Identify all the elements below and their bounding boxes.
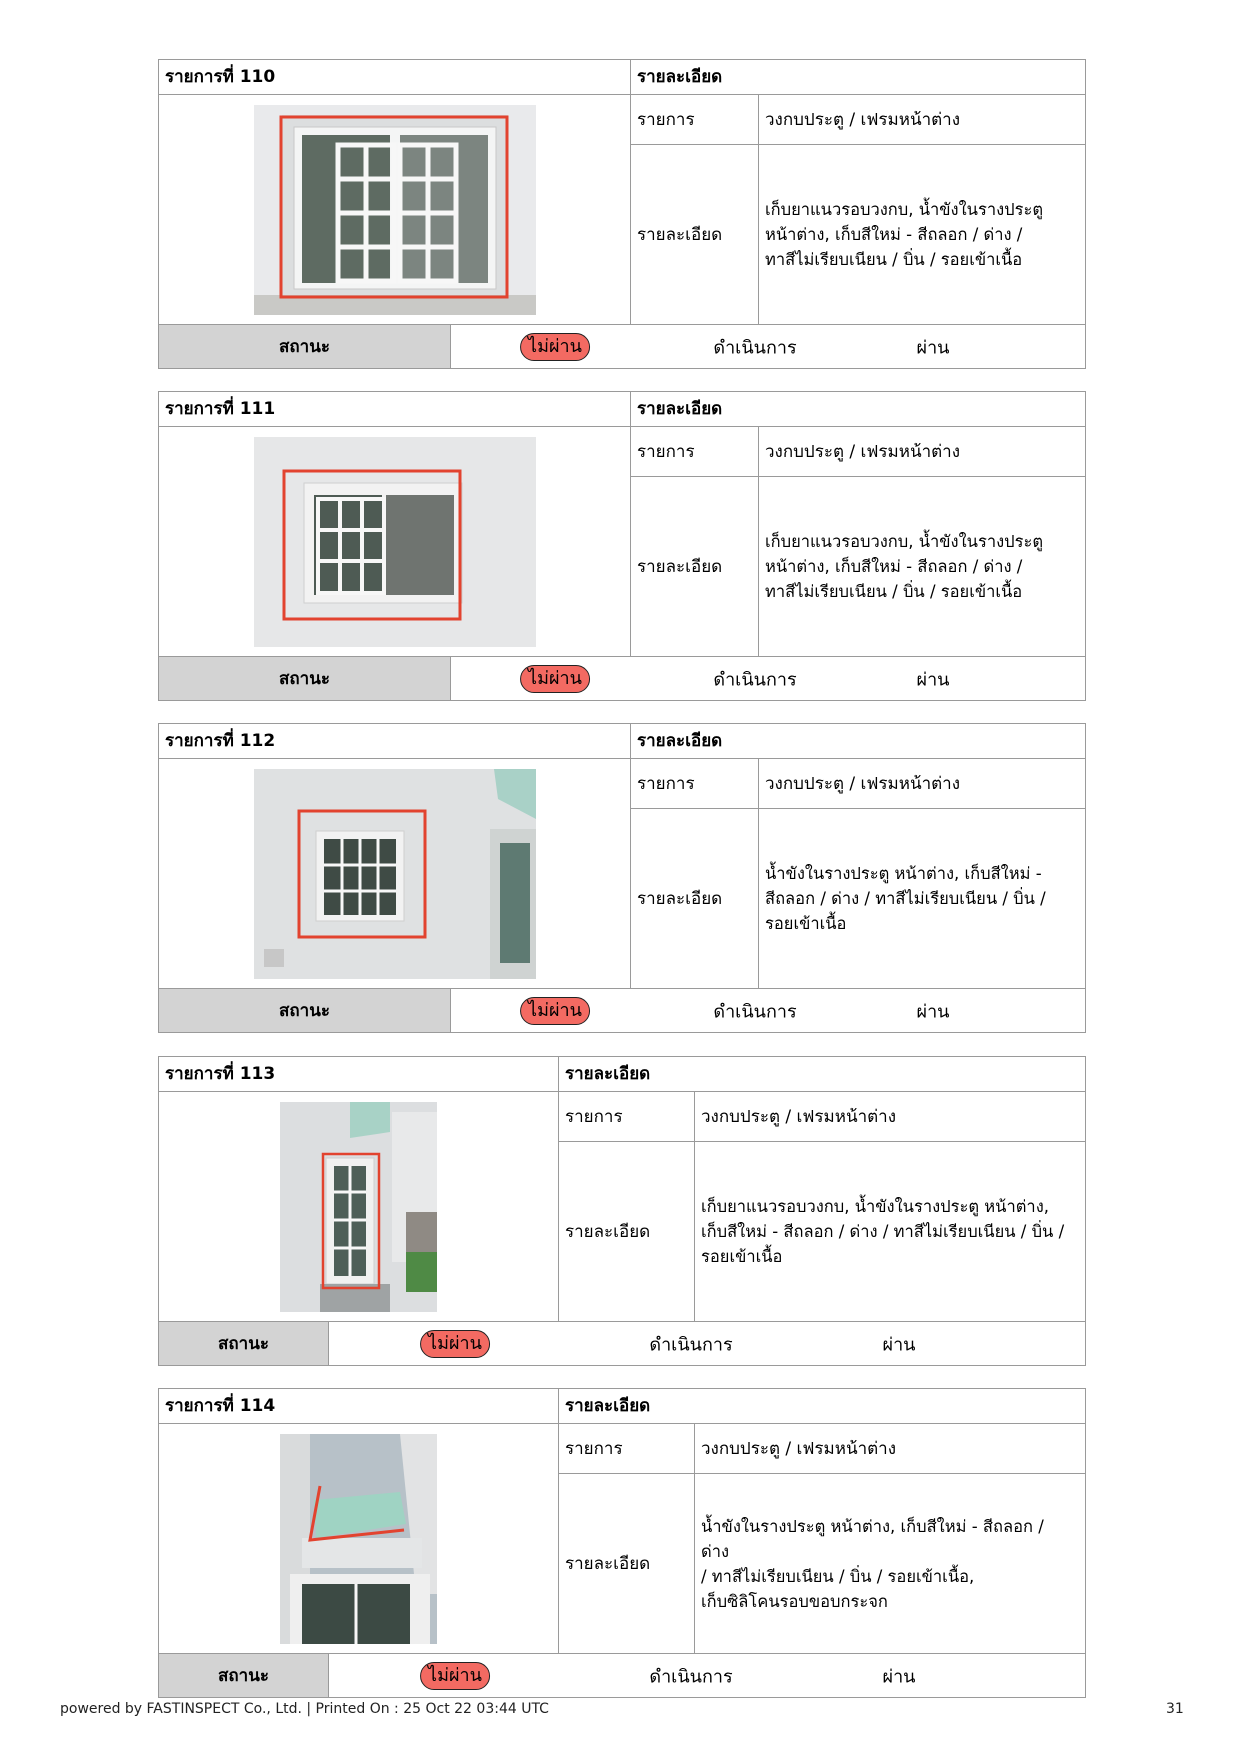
item-label: รายการ	[631, 759, 759, 808]
status-fail-option[interactable]: ไม่ผ่าน	[520, 665, 590, 693]
status-fail-option[interactable]: ไม่ผ่าน	[520, 997, 590, 1025]
detail-text	[759, 145, 1085, 324]
status-label: สถานะ	[159, 325, 451, 368]
status-in-progress-option[interactable]: ดำเนินการ	[713, 669, 797, 690]
item-value: วงกบประตู / เฟรมหน้าต่าง	[765, 774, 961, 794]
detail-line: รอยเข้าเนื้อ	[765, 914, 847, 933]
status-fail-option[interactable]: ไม่ผ่าน	[420, 1662, 490, 1690]
photo-cell	[159, 95, 631, 324]
item-value: วงกบประตู / เฟรมหน้าต่าง	[701, 1439, 897, 1459]
detail-label: รายละเอียด	[559, 1142, 695, 1321]
detail-label: รายละเอียด	[631, 477, 759, 656]
status-fail-option[interactable]: ไม่ผ่าน	[420, 1330, 490, 1358]
status-options	[329, 1654, 1085, 1697]
detail-header: รายละเอียด	[637, 731, 723, 751]
item-label: รายการ	[631, 95, 759, 144]
status-in-progress-option[interactable]: ดำเนินการ	[649, 1666, 733, 1687]
status-in-progress-option[interactable]: ดำเนินการ	[649, 1334, 733, 1355]
inspection-item-113	[158, 1056, 1086, 1366]
status-pass-option[interactable]: ผ่าน	[882, 1666, 916, 1687]
item-label: รายการ	[559, 1092, 695, 1141]
detail-label: รายละเอียด	[559, 1474, 695, 1653]
photo-cell	[159, 759, 631, 988]
detail-cell	[559, 1092, 1085, 1321]
item-title: รายการที่ 113	[159, 1057, 559, 1091]
status-pass-option[interactable]: ผ่าน	[916, 337, 950, 358]
detail-line: เก็บยาแนวรอบวงกบ, น้ำขังในรางประตู หน้าต่าง,	[701, 1197, 1049, 1216]
status-options	[451, 325, 1085, 368]
inspection-item-114	[158, 1388, 1086, 1698]
status-pass-option[interactable]: ผ่าน	[882, 1334, 916, 1355]
photo-cell	[159, 1424, 559, 1653]
detail-line: เก็บซิลิโคนรอบขอบกระจก	[701, 1591, 888, 1611]
detail-header: รายละเอียด	[637, 67, 723, 87]
item-label: รายการ	[559, 1424, 695, 1473]
inspection-photo[interactable]	[280, 1434, 437, 1644]
status-options	[329, 1322, 1085, 1365]
detail-line: หน้าต่าง, เก็บสีใหม่ - สีถลอก / ด่าง /	[765, 225, 1023, 244]
item-value: วงกบประตู / เฟรมหน้าต่าง	[765, 442, 961, 462]
detail-line: น้ำขังในรางประตู หน้าต่าง, เก็บสีใหม่ - สีถลอก / ด่าง	[701, 1516, 1044, 1561]
status-label: สถานะ	[159, 1654, 329, 1697]
inspection-item-112	[158, 723, 1086, 1033]
item-label: รายการ	[631, 427, 759, 476]
detail-line: เก็บยาแนวรอบวงกบ, น้ำขังในรางประตู	[765, 200, 1044, 219]
detail-header: รายละเอียด	[565, 1064, 651, 1084]
detail-line: เก็บสีใหม่ - สีถลอก / ด่าง / ทาสีไม่เรียบเนียน / บิ่น /	[701, 1222, 1065, 1241]
detail-line: เก็บยาแนวรอบวงกบ, น้ำขังในรางประตู	[765, 532, 1044, 551]
detail-line: หน้าต่าง, เก็บสีใหม่ - สีถลอก / ด่าง /	[765, 557, 1023, 576]
detail-text	[759, 477, 1085, 656]
item-title: รายการที่ 114	[159, 1389, 559, 1423]
detail-line: ทาสีไม่เรียบเนียน / บิ่น / รอยเข้าเนื้อ	[765, 250, 1023, 269]
inspection-item-111	[158, 391, 1086, 701]
status-label: สถานะ	[159, 657, 451, 700]
detail-cell	[631, 95, 1085, 324]
detail-header: รายละเอียด	[565, 1396, 651, 1416]
detail-text	[759, 809, 1085, 988]
item-title: รายการที่ 111	[159, 392, 631, 426]
status-label: สถานะ	[159, 989, 451, 1032]
detail-text	[695, 1142, 1085, 1321]
item-value: วงกบประตู / เฟรมหน้าต่าง	[765, 110, 961, 130]
item-title: รายการที่ 112	[159, 724, 631, 758]
item-title: รายการที่ 110	[159, 60, 631, 94]
photo-cell	[159, 1092, 559, 1321]
inspection-photo[interactable]	[254, 769, 536, 979]
page-number: 31	[1166, 1701, 1184, 1717]
detail-header: รายละเอียด	[637, 399, 723, 419]
status-pass-option[interactable]: ผ่าน	[916, 1001, 950, 1022]
detail-line: / ทาสีไม่เรียบเนียน / บิ่น / รอยเข้าเนื้อ,	[701, 1566, 975, 1586]
detail-line: ทาสีไม่เรียบเนียน / บิ่น / รอยเข้าเนื้อ	[765, 582, 1023, 601]
status-in-progress-option[interactable]: ดำเนินการ	[713, 337, 797, 358]
inspection-photo[interactable]	[254, 437, 536, 647]
status-pass-option[interactable]: ผ่าน	[916, 669, 950, 690]
status-label: สถานะ	[159, 1322, 329, 1365]
footer-powered-by: powered by FASTINSPECT Co., Ltd. | Printed On : 25 Oct 22 03:44 UTC	[60, 1701, 549, 1717]
detail-line: น้ำขังในรางประตู หน้าต่าง, เก็บสีใหม่ -	[765, 864, 1042, 883]
detail-line: รอยเข้าเนื้อ	[701, 1247, 783, 1266]
inspection-photo[interactable]	[254, 105, 536, 315]
inspection-item-110	[158, 59, 1086, 369]
detail-cell	[631, 427, 1085, 656]
detail-cell	[559, 1424, 1085, 1653]
status-options	[451, 657, 1085, 700]
detail-cell	[631, 759, 1085, 988]
item-value: วงกบประตู / เฟรมหน้าต่าง	[701, 1107, 897, 1127]
inspection-photo[interactable]	[280, 1102, 437, 1312]
detail-label: รายละเอียด	[631, 145, 759, 324]
detail-text	[695, 1474, 1085, 1653]
status-options	[451, 989, 1085, 1032]
status-in-progress-option[interactable]: ดำเนินการ	[713, 1001, 797, 1022]
detail-label: รายละเอียด	[631, 809, 759, 988]
photo-cell	[159, 427, 631, 656]
detail-line: สีถลอก / ด่าง / ทาสีไม่เรียบเนียน / บิ่น /	[765, 889, 1046, 908]
status-fail-option[interactable]: ไม่ผ่าน	[520, 333, 590, 361]
